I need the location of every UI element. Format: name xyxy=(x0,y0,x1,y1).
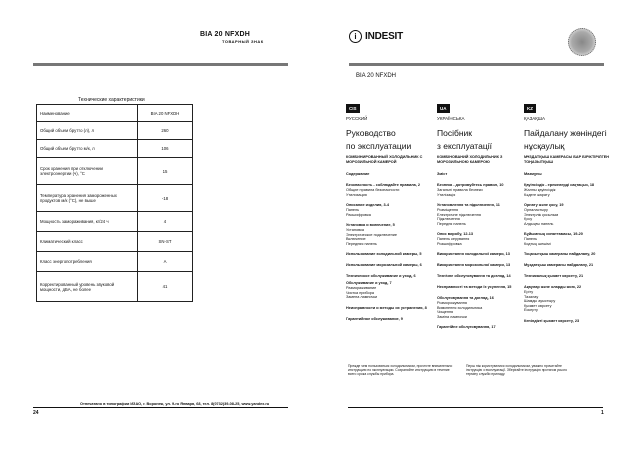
toc-item: Еріту xyxy=(524,290,534,294)
table-cell-label: Общий объем брутто (л), л xyxy=(37,122,138,140)
toc-heading: Зміст xyxy=(437,172,448,176)
toc-heading: Мұздатқыш камераны пайдалану, 21 xyxy=(524,263,594,267)
safety-note-ua: Перш ніж користуватися холодильником, уважно прочитайте інструкцію з експлуатації. Зберігайте інструкцію протягом усього терміну служби приладу. xyxy=(466,364,568,377)
toc-heading: Техническое обслуживание и уход, 6 xyxy=(346,274,416,278)
table-cell-value: 260 xyxy=(138,122,193,140)
header-divider xyxy=(349,63,604,66)
table-row xyxy=(37,252,193,272)
manual-title-line: нұсқаулық xyxy=(524,141,565,151)
table-cell-value: SN-ST xyxy=(138,232,193,252)
info-circle-icon: i xyxy=(349,30,362,43)
toc-heading: Використання холодильної камери, 13 xyxy=(437,252,510,256)
language-column-ru xyxy=(346,97,434,328)
toc-item: Электрлік қосылым xyxy=(524,212,559,217)
header-model: BIA 20 NFXDH xyxy=(200,31,250,38)
manual-title-line: Руководство xyxy=(346,128,396,138)
table-row xyxy=(37,122,193,140)
page-number: 24 xyxy=(33,410,39,416)
toc-heading: Обслуговування та догляд, 16 xyxy=(437,296,494,300)
manual-title xyxy=(524,127,616,153)
language-label: УКРАЇНСЬКА xyxy=(437,116,465,121)
toc-item: Розморожування xyxy=(437,301,467,305)
toc-item: Электрическое подключение xyxy=(346,232,397,237)
toc-heading: Несправності та методи їх усунення, 15 xyxy=(437,285,512,289)
language-label: ҚАЗАҚША xyxy=(524,116,546,121)
toc-heading: Технічне обслуговування та догляд, 14 xyxy=(437,274,511,278)
table-row xyxy=(37,212,193,232)
toc-heading: Безпека - дотримуйтесь правил, 10 xyxy=(437,183,504,187)
table-header-cell: BIA 20 NFXDH xyxy=(138,105,193,122)
table-cell-value: 4 xyxy=(138,212,193,232)
toc-item: Панель керування xyxy=(437,237,470,241)
toc-item: Алдыңғы панель xyxy=(524,221,554,226)
toc-item: Розшифровка xyxy=(437,241,462,246)
language-label: РУССКИЙ xyxy=(346,116,368,121)
footer-divider xyxy=(348,407,603,408)
table-cell-value: -18 xyxy=(138,185,193,212)
safety-note-ru: Прежде чем пользоваться холодильником, прочтите внимательно инструкцию по эксплуатации. Сохраняйте инструкцию в течение всего срока службы прибора. xyxy=(348,364,453,377)
table-cell-label: Мощность замораживания, кг/24 ч xyxy=(37,212,138,232)
table-row xyxy=(37,158,193,185)
toc-heading: Техникалық қызмет көрсету, 21 xyxy=(524,274,584,278)
toc-item: Қызмет көрсету xyxy=(524,303,552,308)
footer-divider xyxy=(33,407,288,408)
printer-footnote: Отпечатано в типографии ИЗАО, г. Воронеж, ул. 9-го Января, 68, тел. 8(0732)39-08-25, www.yandex.ru xyxy=(80,402,270,406)
manual-title xyxy=(346,127,434,153)
table-cell-label: Срок хранения при отключении электроэнергии (ч), °С xyxy=(37,158,138,185)
toc-item: Загальні правила безпеки xyxy=(437,188,483,192)
spec-table xyxy=(36,104,193,302)
manual-title-line: Посібник xyxy=(437,128,473,138)
toc-item: Ескерту xyxy=(524,308,538,312)
brand-logo xyxy=(349,30,403,43)
toc-heading: Ақаулар және оларды жою, 22 xyxy=(524,285,582,289)
toc-item: Шамды ауыстыру xyxy=(524,299,556,303)
toc-heading: Содержание xyxy=(346,172,370,176)
toc-heading: Бұйымның сипаттамасы, 19-20 xyxy=(524,232,583,236)
table-cell-label: Класс энергопотребления xyxy=(37,252,138,272)
toc-item: Утилізація xyxy=(437,192,456,197)
language-column-ua xyxy=(437,97,525,336)
table-cell-value: A xyxy=(138,252,193,272)
table-row xyxy=(37,185,193,212)
toc-heading: Установлення та підключення, 11 xyxy=(437,203,500,207)
toc-heading: Гарантійне обслуговування, 17 xyxy=(437,325,496,329)
toc-item: Замена лампочки xyxy=(346,295,378,299)
toc-item: Заміна лампочки xyxy=(437,314,467,319)
toc-heading: Использование морозильной камеры, 6 xyxy=(346,263,422,267)
table-cell-value: 41 xyxy=(138,272,193,302)
manual-title-line: Пайдалану жөніндегі xyxy=(524,128,607,138)
toc-item: Розміщення xyxy=(437,208,459,212)
table-cell-value: 15 xyxy=(138,158,193,185)
toc-item: Общие правила безопасности xyxy=(346,188,400,192)
manual-title-line: з експлуатації xyxy=(437,141,492,151)
table-row xyxy=(37,140,193,158)
table-of-contents xyxy=(346,172,434,322)
toc-item: Кәдеге жарату xyxy=(524,192,550,197)
product-subtitle: КОМБИНИРОВАННЫЙ ХОЛОДИЛЬНИК С МОРОЗИЛЬНОЙ КАМЕРОЙ xyxy=(346,155,423,164)
manual-title xyxy=(437,127,525,153)
header-divider xyxy=(33,63,288,66)
toc-heading: Кепілдікті қызмет көрсету, 23 xyxy=(524,318,580,323)
toc-heading: Мазмұны xyxy=(524,172,542,176)
toc-heading: Описание изделия, 3-4 xyxy=(346,203,389,207)
table-header-row xyxy=(37,105,193,122)
toc-heading: Безопасность - соблюдайте правила, 2 xyxy=(346,183,421,187)
toc-item: Панель xyxy=(524,237,538,241)
product-subtitle: КОМБІНОВАНИЙ ХОЛОДИЛЬНИК З МОРОЗИЛЬНОЮ КАМЕРОЮ xyxy=(437,155,503,164)
toc-item: Орналастыру xyxy=(524,208,548,212)
toc-heading: Орнату және қосу, 19 xyxy=(524,203,564,207)
language-badge: CIS xyxy=(346,104,360,113)
certification-seal-icon xyxy=(568,28,596,56)
toc-item: Жалпы қауіпсіздік xyxy=(524,188,556,192)
toc-item: Тазалау xyxy=(524,294,539,299)
toc-item: Електричне підключення xyxy=(437,212,481,217)
table-cell-label: Корректированный уровень звуковой мощности, дБА, не более xyxy=(37,272,138,302)
table-row xyxy=(37,272,193,302)
toc-item: Расшифровка xyxy=(346,212,371,217)
brand-name: INDESIT xyxy=(365,31,404,42)
language-badge: UA xyxy=(437,104,450,113)
toc-item: Включение xyxy=(346,237,366,241)
table-row xyxy=(37,232,193,252)
toc-item: Вимкнення холодильника xyxy=(437,305,483,310)
toc-item: Установка xyxy=(346,228,364,232)
toc-item: Кодтың шешімі xyxy=(524,241,551,246)
manual-title-line: по эксплуатации xyxy=(346,141,412,151)
toc-item: Размораживание xyxy=(346,286,377,290)
toc-heading: Використання морозильної камери, 13 xyxy=(437,263,511,267)
model-name: BIA 20 NFXDH xyxy=(356,73,397,79)
toc-item: Панель xyxy=(346,208,360,212)
toc-item: Утилизация xyxy=(346,192,367,197)
toc-item: Передняя панель xyxy=(346,241,377,246)
toc-item: Чистка прибора xyxy=(346,290,374,295)
toc-heading: Неисправности и методы их устранения, 8 xyxy=(346,305,427,310)
table-of-contents xyxy=(437,172,525,330)
table-cell-label: Температура хранения замороженных продуктов м/к (°С), не выше xyxy=(37,185,138,212)
toc-heading: Қауіпсіздік - ережелерді сақтаңыз, 18 xyxy=(524,183,595,187)
toc-item: Передня панель xyxy=(437,221,466,226)
toc-heading: Тоңазытқыш камераны пайдалану, 20 xyxy=(524,252,596,256)
table-cell-value: 106 xyxy=(138,140,193,158)
product-subtitle: МҰЗДАТҚЫШ КАМЕРАСЫ БАР БІРІКТІРІЛГЕН ТОҢАЗЫТҚЫШ xyxy=(524,155,609,164)
table-header-cell: Наименование xyxy=(37,105,138,122)
toc-heading: Опис виробу, 12-13 xyxy=(437,232,473,236)
toc-item: Чищення xyxy=(437,310,454,314)
spec-table-title: Технические характеристики xyxy=(78,97,145,103)
toc-heading: Гарантийное обслуживание, 9 xyxy=(346,316,403,321)
table-cell-label: Общий объем брутто м/к, л xyxy=(37,140,138,158)
toc-heading: Установка и включение, 5 xyxy=(346,223,395,227)
header-subtitle: ТОВАРНЫЙ ЗНАК xyxy=(222,39,264,44)
toc-heading: Обслуживание и уход, 7 xyxy=(346,281,392,285)
table-of-contents xyxy=(524,172,616,324)
table-cell-label: Климатический класс xyxy=(37,232,138,252)
toc-item: Підключення xyxy=(437,217,460,221)
toc-heading: Использование холодильной камеры, 5 xyxy=(346,252,422,256)
page-number: 1 xyxy=(601,410,604,416)
language-column-kz xyxy=(524,97,616,330)
language-badge: KZ xyxy=(524,104,536,113)
toc-item: Қосу xyxy=(524,217,533,221)
